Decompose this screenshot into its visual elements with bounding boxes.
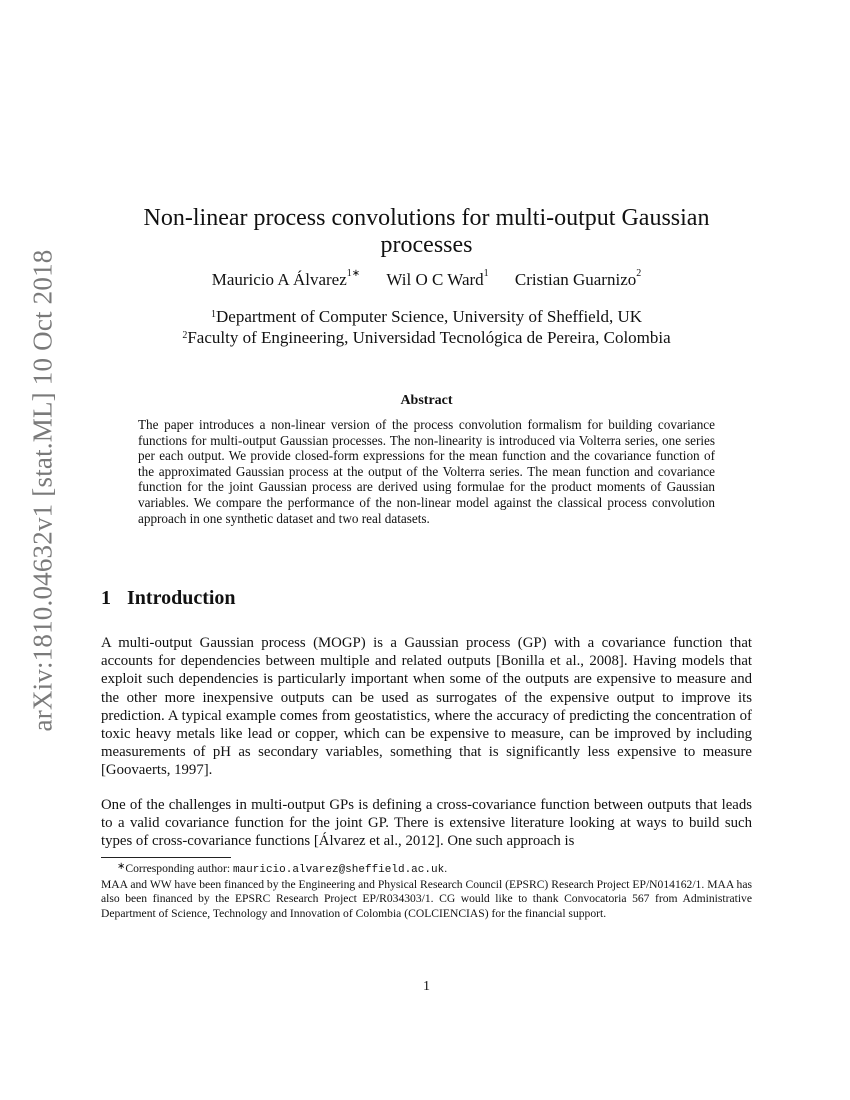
section-title: Introduction [127,587,236,609]
author-list [101,270,752,290]
arxiv-sidebar [20,249,66,731]
author-alvarez [212,270,360,289]
footnote-mark: ∗ [117,861,126,872]
footnote-rule [101,857,231,858]
footnotes [101,862,752,921]
affiliation-sheffield [101,306,752,327]
footnote-period: . [444,862,448,875]
affiliation-text: Department of Computer Science, University of Sheffield, UK [216,307,642,326]
author-mark: 1 [483,268,489,279]
arxiv-identifier: arXiv:1810.04632v1 [stat.ML] 10 Oct 2018 [27,249,58,731]
abstract-text: The paper introduces a non-linear version of the process convolution formalism for building covariance functions for multi-output Gaussian processes. The non-linearity is introduced via Volterra series, one series per each output. We provide closed-form expressions for the mean function and the covariance function of the approximated Gaussian process at the output of the Volterra series. The mean function and covariance function for the joint Gaussian process are derived using formulae for the product moments of Gaussian variables. We compare the performance of the non-linear model against the classical process convolution approach in one synthetic dataset and two real datasets. [138,417,715,526]
author-ward [386,270,488,289]
page-number: 1 [423,979,430,994]
author-name: Cristian Guarnizo [514,270,637,289]
author-mark: 1∗ [346,268,361,279]
intro-paragraph-2: One of the challenges in multi-output GPs is defining a cross-covariance function between outputs that leads to a valid covariance function for the joint GP. There is extensive literature looking at ways to build such types of cross-covariance functions [Álvarez et al., 2012]. One such approach is [101,797,752,850]
affiliation-mark: 1 [211,309,216,320]
author-name: Mauricio A Álvarez [211,270,347,289]
footnote-label: Corresponding author: [125,862,233,875]
affiliation-text: Faculty of Engineering, Universidad Tecnológica de Pereira, Colombia [187,328,671,347]
affiliation-list [101,306,752,348]
author-email-link[interactable]: mauricio.alvarez@sheffield.ac.uk [232,864,445,876]
affiliation-pereira [101,327,752,348]
author-guarnizo [515,270,641,289]
affiliation-mark: 2 [182,330,188,341]
intro-paragraph-1: A multi-output Gaussian process (MOGP) is a Gaussian process (GP) with a covariance function that accounts for dependencies between multiple and related outputs [Bonilla et al., 2008]. Having models that exploit such dependencies is particularly important when some of the outputs are expensive to measure and the other more inexpensive outputs can be used as surrogates of the expensive output to improve its prediction. A typical example comes from geostatistics, where the accuracy of predicting the concentration of toxic heavy metals like lead or copper, which can be expensive to measure, can be improved by including measurements of pH as secondary variables, something that is significantly less expensive to measure [Goovaerts, 1997]. [101,635,752,779]
author-name: Wil O C Ward [386,270,484,289]
author-mark: 2 [636,268,642,279]
paper-title: Non-linear process convolutions for multi-output Gaussian processes [143,205,710,258]
section-heading [101,587,236,610]
footnote-funding: MAA and WW have been financed by the Engineering and Physical Research Council (EPSRC) Research Project EP/N014162/1. MAA has also been financed by the EPSRC Research Project EP/R034303/1. CG would like to thank Convocatoria 567 from Administrative Department of Science, Technology and Innovation of Colombia (COLCIENCIAS) for the financial support. [101,877,752,920]
footnote-corresponding [101,862,752,878]
section-number: 1 [101,587,111,609]
abstract-heading: Abstract [400,393,453,408]
